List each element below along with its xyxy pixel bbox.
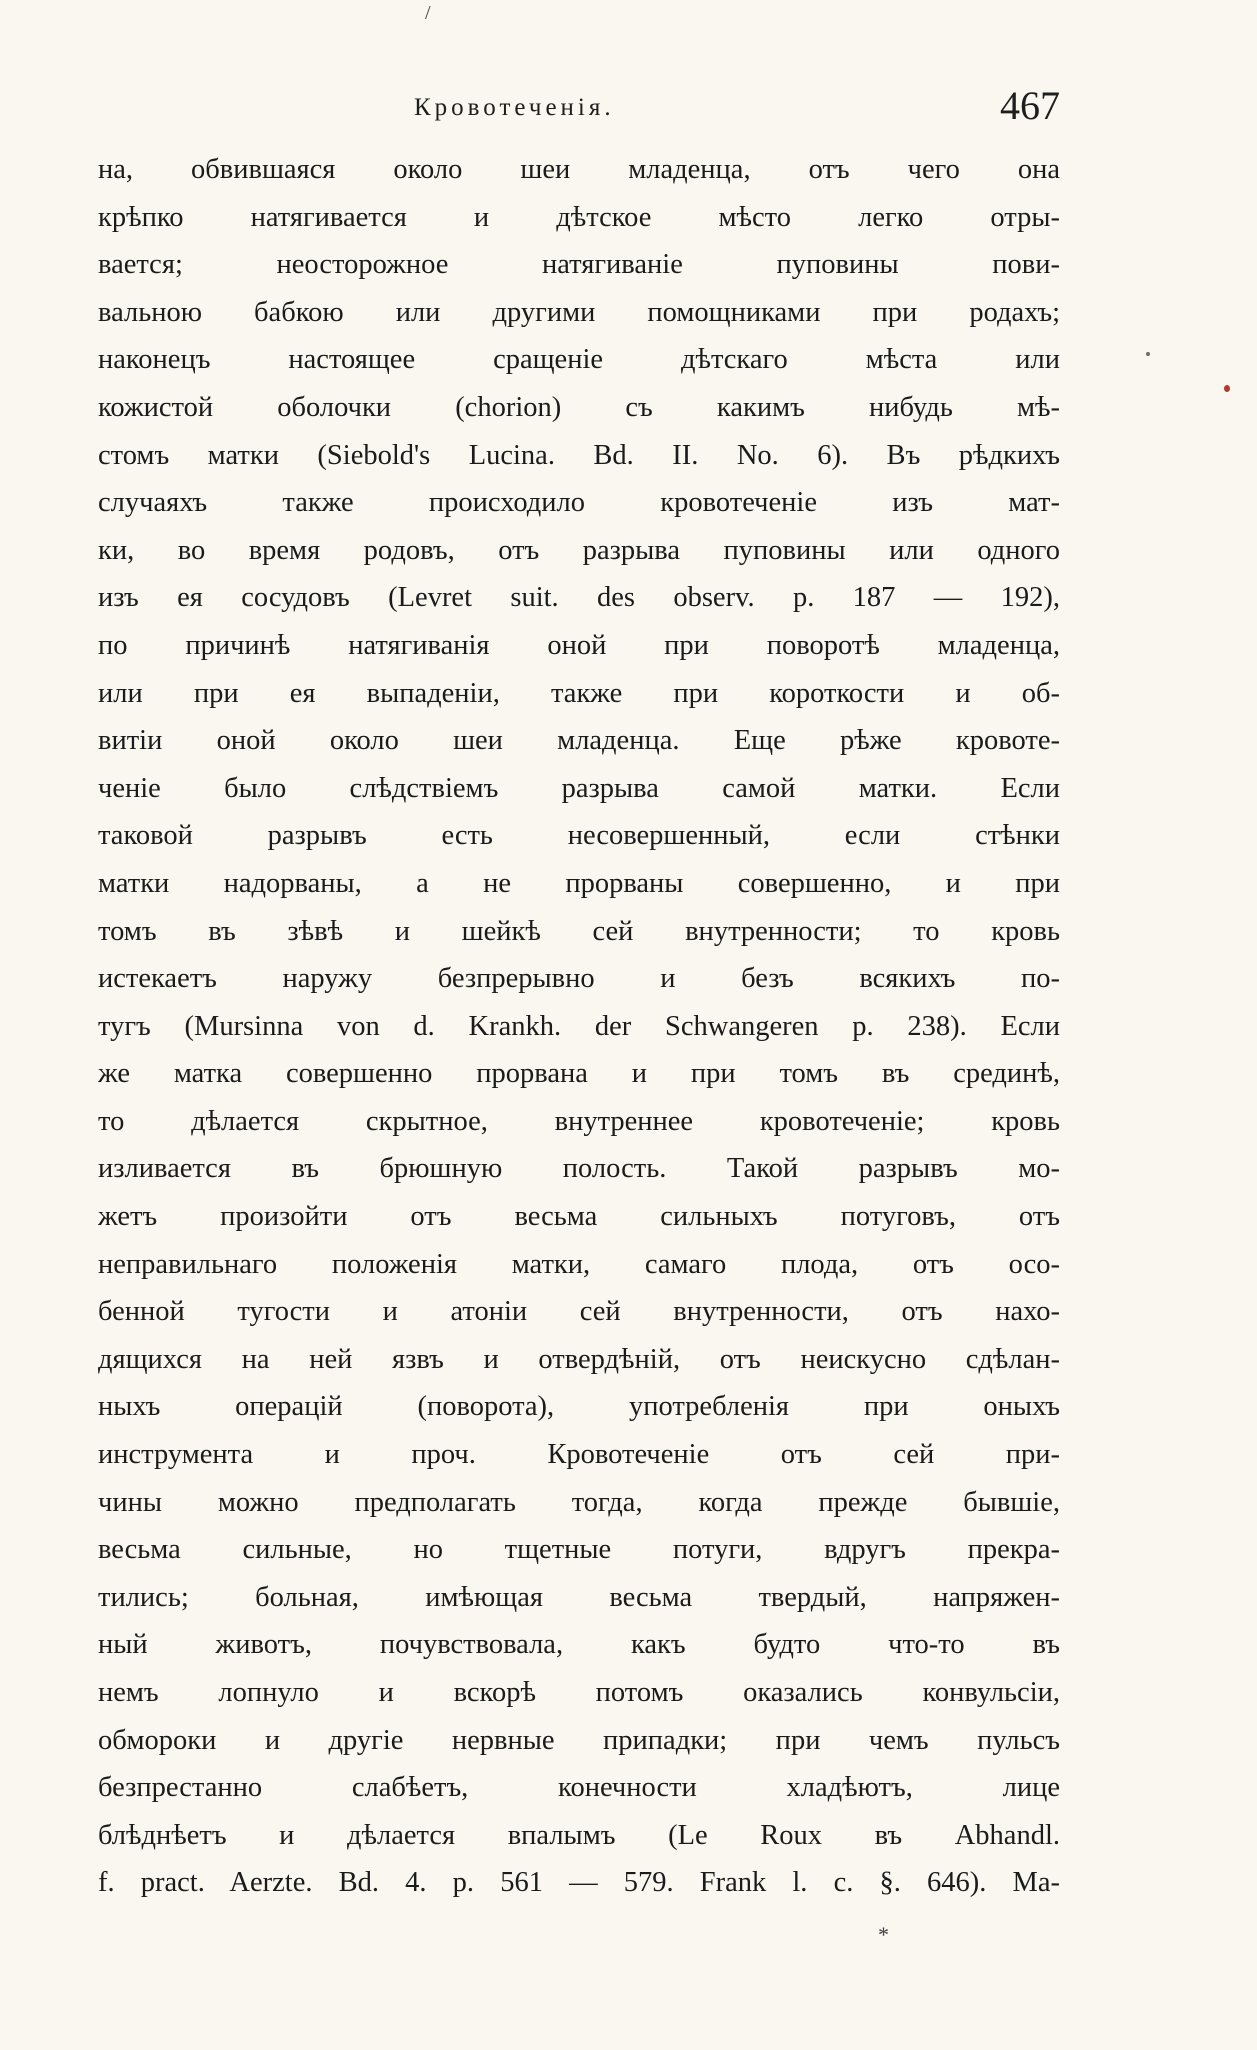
text-line: крѣпко натягивается и дѣтское мѣсто легко отры-	[98, 201, 1060, 233]
text-line: по причинѣ натягиванія оной при поворотѣ младенца,	[98, 629, 1060, 661]
text-line: весьма сильные, но тщетные потуги, вдругъ прекра-	[98, 1534, 1060, 1566]
text-line: то дѣлается скрытное, внутреннее кровотеченіе; кровь	[98, 1105, 1060, 1137]
text-line: стомъ матки (Siebold's Lucina. Bd. II. No. 6). Въ рѣдкихъ	[98, 439, 1060, 471]
text-line: случаяхъ также происходило кровотеченіе изъ мат-	[98, 487, 1060, 519]
text-line: же матка совершенно прорвана и при томъ въ срединѣ,	[98, 1058, 1060, 1090]
text-line: чины можно предполагать тогда, когда прежде бывшіе,	[98, 1486, 1060, 1518]
text-line: дящихся на ней язвъ и отвердѣній, отъ неискусно сдѣлан-	[98, 1343, 1060, 1375]
text-line: бенной тугости и атоніи сей внутренности, отъ нахо-	[98, 1296, 1060, 1328]
text-line: кожистой оболочки (chorion) съ какимъ нибудь мѣ-	[98, 391, 1060, 423]
scan-speck-red	[1224, 385, 1230, 392]
text-line: блѣднѣетъ и дѣлается впалымъ (Le Roux въ Abhandl.	[98, 1819, 1060, 1851]
text-line: истекаетъ наружу безпрерывно и безъ всякихъ по-	[98, 963, 1060, 995]
text-line: или при ея выпаденіи, также при короткости и об-	[98, 677, 1060, 709]
text-line: жетъ произойти отъ весьма сильныхъ потуговъ, отъ	[98, 1201, 1060, 1233]
text-line: безпрестанно слабѣетъ, конечности хладѣютъ, лице	[98, 1772, 1060, 1804]
page-number: 467	[1000, 83, 1060, 128]
text-line: матки надорваны, а не прорваны совершенно, и при	[98, 867, 1060, 899]
scan-speck	[1146, 352, 1150, 356]
text-line: изъ ея сосудовъ (Levret suit. des observ. p. 187 — 192),	[98, 582, 1060, 614]
text-line: обмороки и другіе нервные припадки; при чемъ пульсъ	[98, 1724, 1060, 1756]
text-line: ченіе было слѣдствіемъ разрыва самой матки. Если	[98, 772, 1060, 804]
text-line: ный животъ, почувствовала, какъ будто что-то въ	[98, 1629, 1060, 1661]
text-line: немъ лопнуло и вскорѣ потомъ оказались конвульсіи,	[98, 1677, 1060, 1708]
text-line: f. pract. Aerzte. Bd. 4. p. 561 — 579. Frank l. c. §. 646). Ма-	[98, 1867, 1060, 1899]
text-line: томъ въ зѣвѣ и шейкѣ сей внутренности; то кровь	[98, 915, 1060, 947]
running-title: Кровотеченія.	[414, 94, 615, 121]
body-text	[98, 146, 1060, 1907]
text-line: таковой разрывъ есть несовершенный, если стѣнки	[98, 820, 1060, 852]
text-line: витіи оной около шеи младенца. Еще рѣже кровоте-	[98, 725, 1060, 757]
text-line: на, обвившаяся около шеи младенца, отъ чего она	[98, 154, 1060, 185]
catchword-star: *	[878, 1922, 889, 1947]
text-line: инструмента и проч. Кровотеченіе отъ сей при-	[98, 1439, 1060, 1471]
scan-mark-top: /	[425, 2, 431, 24]
text-line: тились; больная, имѣющая весьма твердый, напряжен-	[98, 1581, 1060, 1613]
text-line: ки, во время родовъ, отъ разрыва пуповины или одного	[98, 534, 1060, 566]
text-line: вальною бабкою или другими помощниками при родахъ;	[98, 296, 1060, 328]
text-line: изливается въ брюшную полость. Такой разрывъ мо-	[98, 1153, 1060, 1185]
page-header	[98, 83, 1060, 134]
text-line: неправильнаго положенія матки, самаго плода, отъ осо-	[98, 1248, 1060, 1280]
text-line: тугъ (Mursinna von d. Krankh. der Schwangeren p. 238). Если	[98, 1010, 1060, 1042]
text-line: вается; неосторожное натягиваніе пуповины пови-	[98, 249, 1060, 281]
text-line: ныхъ операцій (поворота), употребленія при оныхъ	[98, 1391, 1060, 1423]
text-line: наконецъ настоящее сращеніе дѣтскаго мѣста или	[98, 344, 1060, 376]
